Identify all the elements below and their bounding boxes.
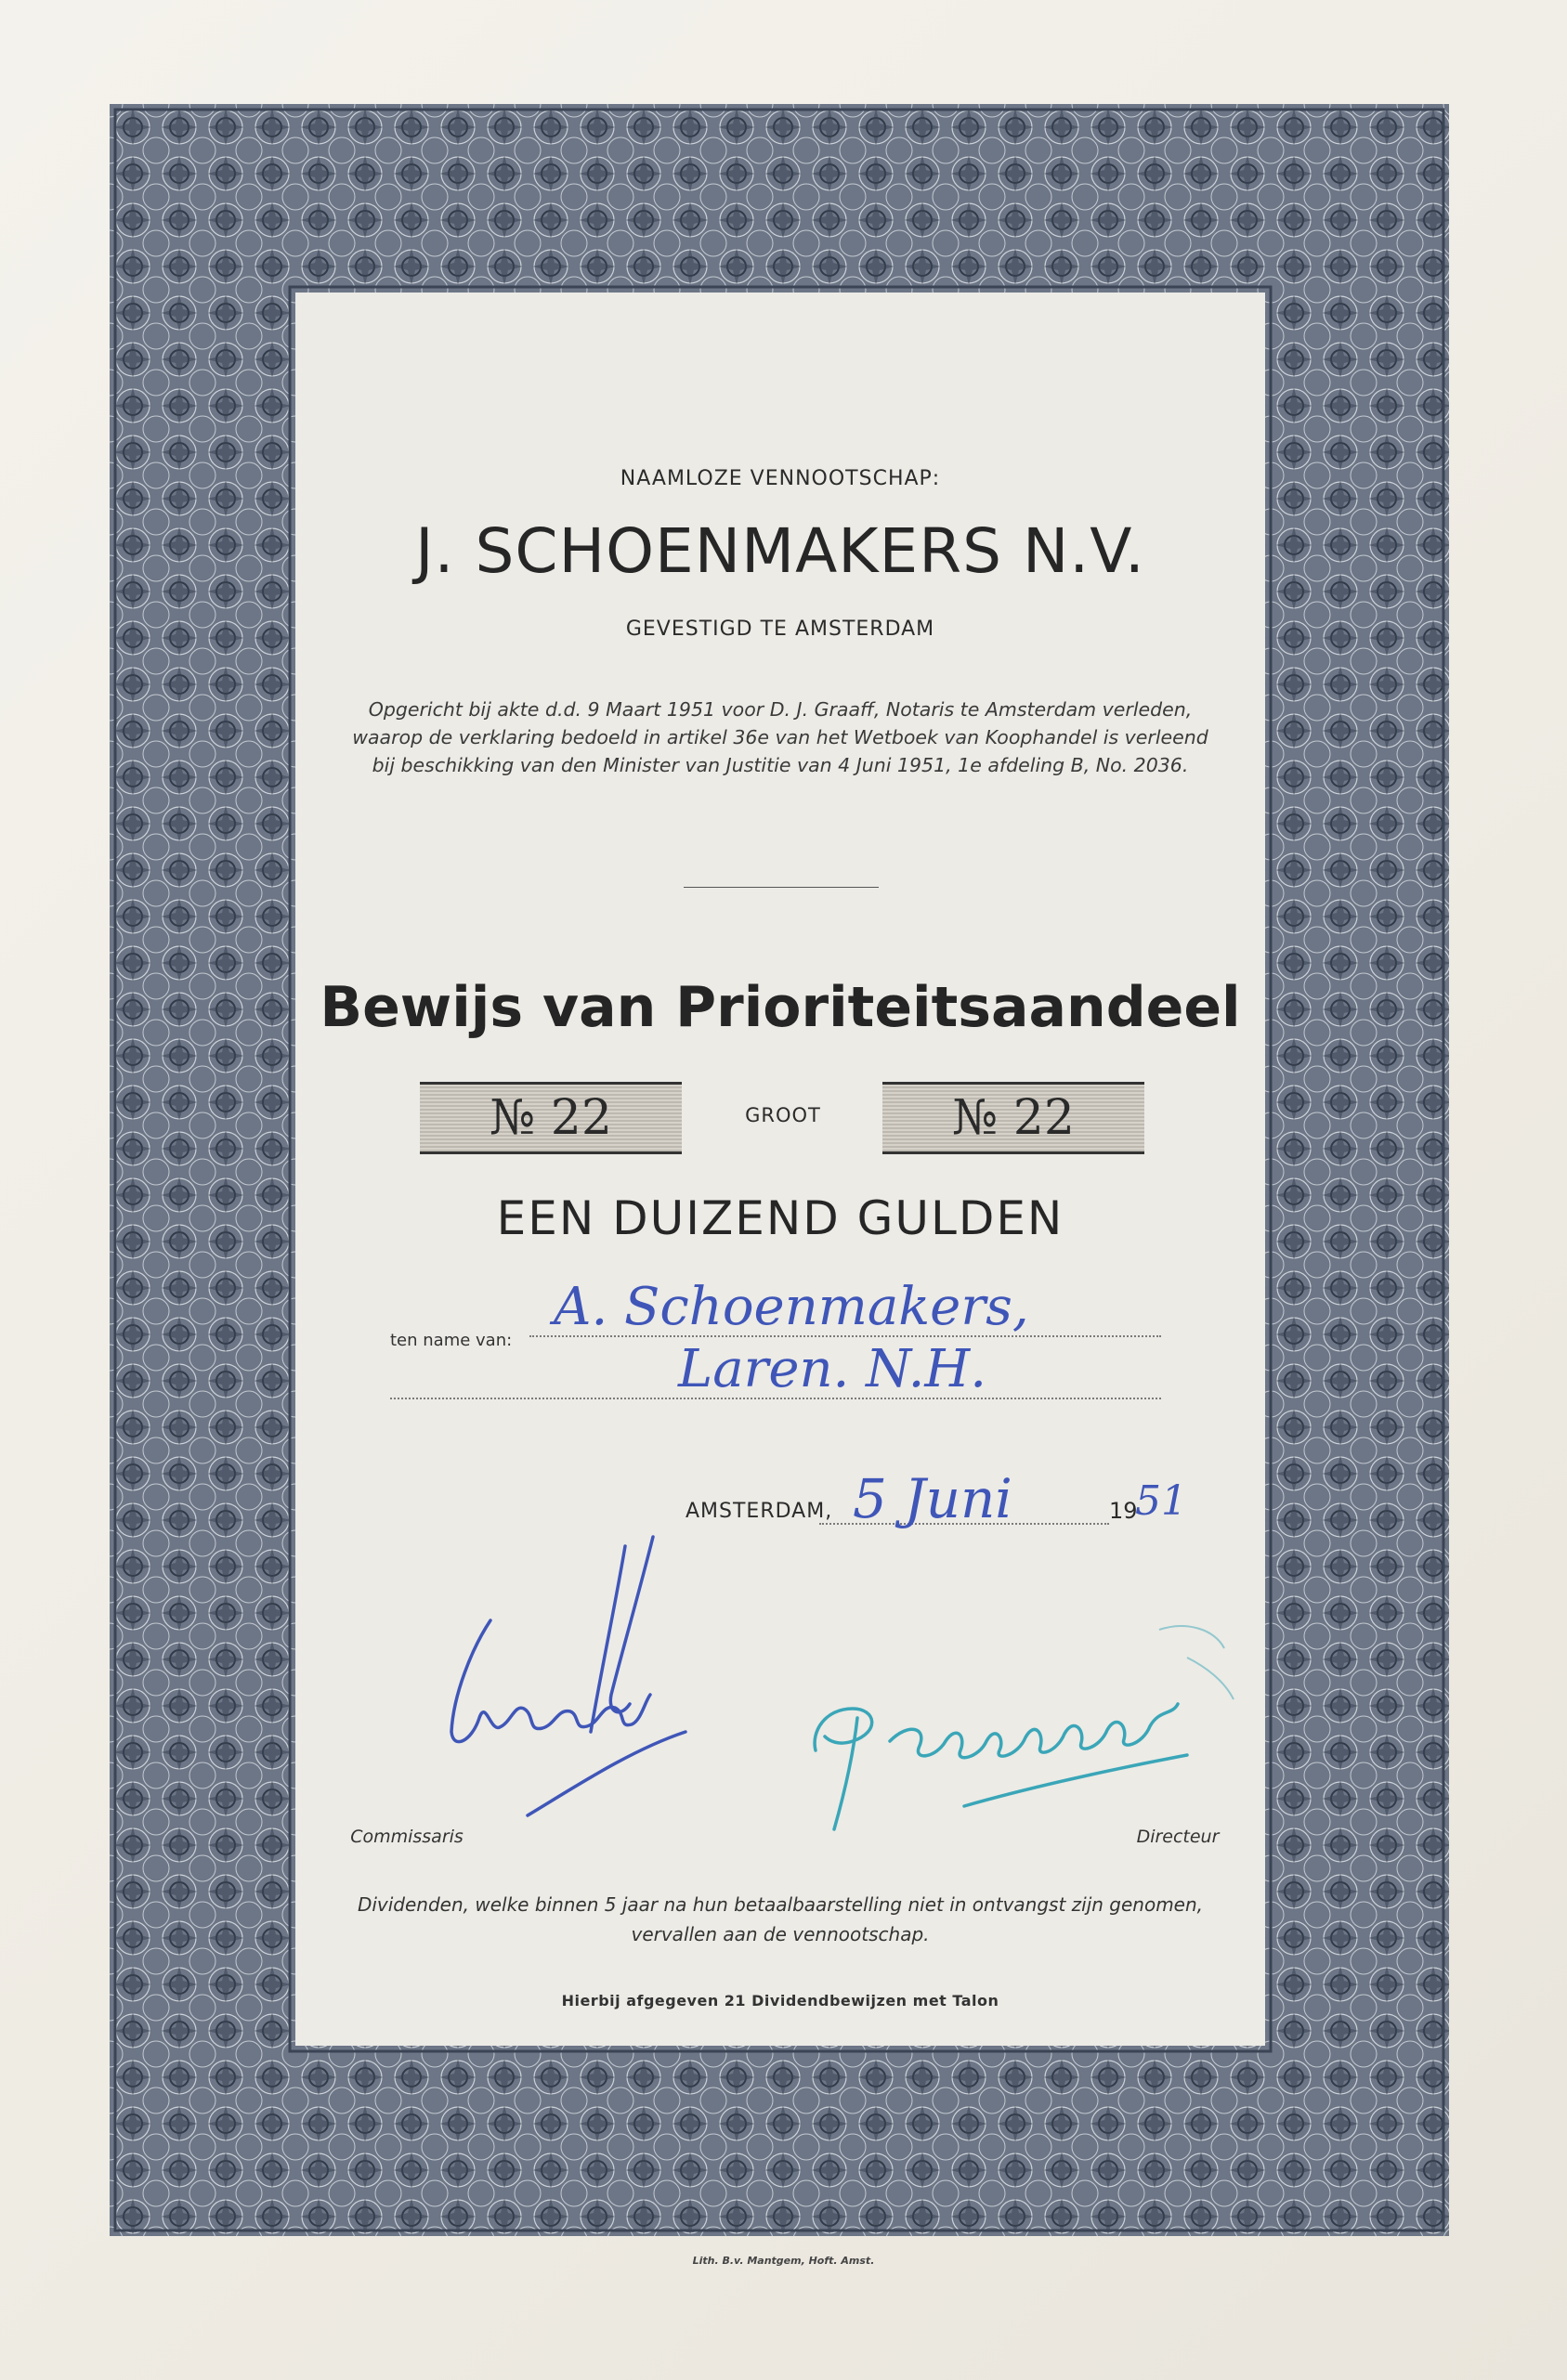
commissaris-signature: [451, 1537, 686, 1815]
groot-label: GROOT: [745, 1104, 821, 1126]
holder-place: Laren. N.H.: [678, 1339, 987, 1399]
commissaris-label: Commissaris: [350, 1827, 464, 1847]
company-name: J. SCHOENMAKERS N.V.: [415, 515, 1145, 587]
stamp-marks: [1159, 1626, 1234, 1699]
company-type: NAAMLOZE VENNOOTSCHAP:: [620, 467, 941, 490]
year-handwritten: 51: [1135, 1477, 1187, 1525]
city-label: AMSTERDAM,: [686, 1500, 833, 1523]
printer-credit: Lith. B.v. Mantgem, Hoft. Amst.: [692, 2255, 875, 2267]
name-label: ten name van:: [390, 1331, 513, 1350]
certificate-number-left: № 22: [420, 1082, 682, 1154]
dividends-text: Dividenden, welke binnen 5 jaar na hun betaalbaarstelling niet in ontvangst zijn genomen, vervallen aan de vennootschap.: [357, 1893, 1204, 1945]
certificate-body: [295, 293, 1265, 2046]
certificate-number-right: № 22: [882, 1082, 1144, 1154]
directeur-label: Directeur: [1136, 1827, 1220, 1847]
date-handwritten: 5 Juni: [853, 1467, 1012, 1530]
year-printed: 19: [1109, 1498, 1138, 1524]
divider: [684, 887, 879, 888]
founding-text: Opgericht bij akte d.d. 9 Maart 1951 voor D. J. Graaff, Notaris te Amsterdam verleden, waarop de verklaring bedoeld in artikel 36e van het Wetboek van Koophandel is verleend bij beschikking van den Minister van Justitie van 4 Juni 1951, 1e afdeling B, No. 2036.: [352, 698, 1208, 776]
coupons-text: Hierbij afgegeven 21 Dividendbewijzen met Talon: [561, 1992, 999, 2009]
company-seat: GEVESTIGD TE AMSTERDAM: [625, 618, 935, 641]
certificate-heading: Bewijs van Prioriteitsaandeel: [320, 975, 1241, 1040]
holder-name: A. Schoenmakers,: [554, 1277, 1029, 1337]
amount-text: EEN DUIZEND GULDEN: [496, 1191, 1064, 1245]
directeur-signature: [815, 1704, 1187, 1829]
